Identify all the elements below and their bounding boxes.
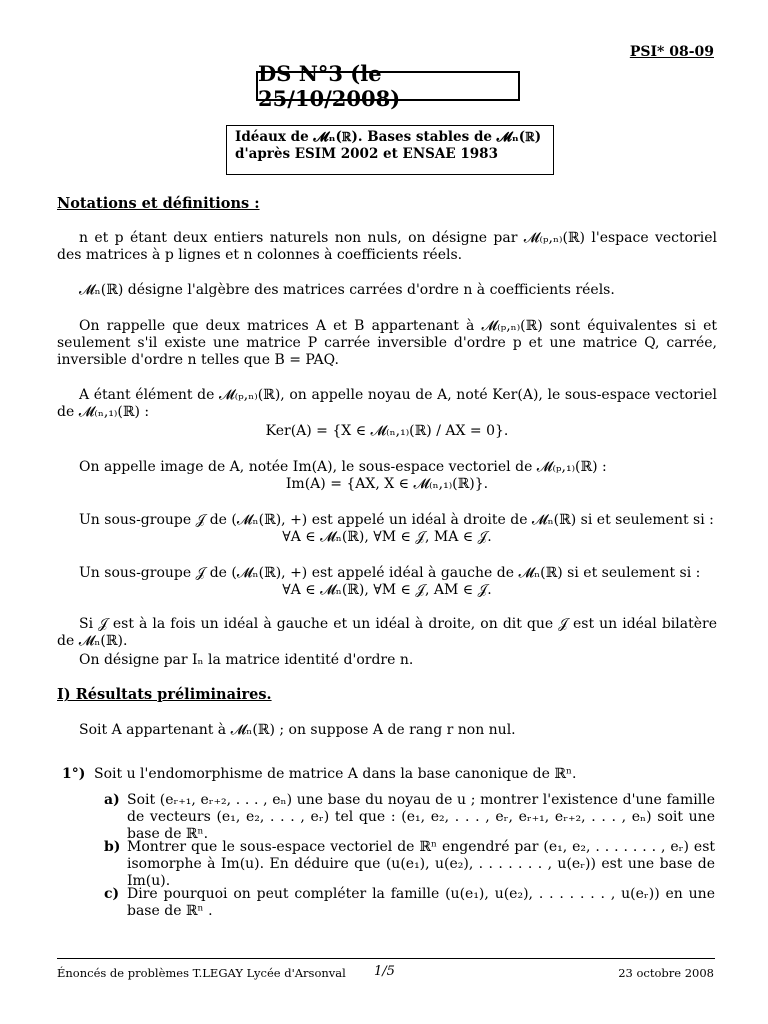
notation-paragraph-8: Si 𝒥 est à la fois un idéal à gauche et un idéal à droite, on dit que 𝒥 est un idéal bilatère de 𝓜ₙ(ℝ). [57, 616, 717, 650]
notation-paragraph-1: n et p étant deux entiers naturels non nuls, on désigne par 𝓜₍ₚ,ₙ₎(ℝ) l'espace vectoriel des matrices à p lignes et n colonnes à coefficients réels. [57, 230, 717, 264]
exam-title-text: DS N°3 (le 25/10/2008) [258, 61, 401, 111]
notation-paragraph-6: Un sous-groupe 𝒥 de (𝓜ₙ(ℝ), +) est appelé un idéal à droite de 𝓜ₙ(ℝ) si et seulement si : [79, 512, 714, 528]
notation-paragraph-3: On rappelle que deux matrices A et B appartenant à 𝓜₍ₚ,ₙ₎(ℝ) sont équivalentes si et seulement s'il existe une matrice P carrée inversible d'ordre p et une matrice Q, carrée, inversible d'ordre n telles que B = PAQ. [57, 318, 717, 369]
exam-title [256, 61, 520, 111]
notation-paragraph-9: On désigne par Iₙ la matrice identité d'ordre n. [79, 652, 414, 668]
question-1-number: 1°) [62, 766, 86, 782]
part1-heading: I) Résultats préliminaires. [57, 686, 272, 703]
course-header: PSI* 08-09 [629, 44, 714, 60]
page-number: 1/5 [374, 964, 395, 979]
formula-left-ideal: ∀A ∈ 𝓜ₙ(ℝ), ∀M ∈ 𝒥, AM ∈ 𝒥. [282, 582, 492, 598]
notation-paragraph-2: 𝓜ₙ(ℝ) désigne l'algèbre des matrices carrées d'ordre n à coefficients réels. [79, 282, 615, 298]
formula-right-ideal: ∀A ∈ 𝓜ₙ(ℝ), ∀M ∈ 𝒥, MA ∈ 𝒥. [282, 529, 492, 545]
subtitle-line-2: d'après ESIM 2002 et ENSAE 1983 [235, 145, 498, 162]
notation-paragraph-7: Un sous-groupe 𝒥 de (𝓜ₙ(ℝ), +) est appelé idéal à gauche de 𝓜ₙ(ℝ) si et seulement si : [79, 565, 701, 581]
subtitle-line-1: Idéaux de 𝓜ₙ(ℝ). Bases stables de 𝓜ₙ(ℝ) [235, 129, 542, 145]
question-1-text: Soit u l'endomorphisme de matrice A dans la base canonique de ℝⁿ. [94, 766, 577, 782]
notation-paragraph-5: On appelle image de A, notée Im(A), le sous-espace vectoriel de 𝓜₍ₚ,₁₎(ℝ) : [79, 459, 607, 475]
formula-im: Im(A) = {AX, X ∈ 𝓜₍ₙ,₁₎(ℝ)}. [285, 476, 489, 492]
question-1a-label: a) [104, 792, 120, 808]
question-1a-text: Soit (eᵣ₊₁, eᵣ₊₂, . . . , eₙ) une base du noyau de u ; montrer l'existence d'une famille de vecteurs (e₁, e₂, . . . , eᵣ) tel que : (e₁, e₂, . . . , eᵣ, eᵣ₊₁, eᵣ₊₂, . . . , eₙ) soit une base de ℝⁿ. [127, 792, 715, 843]
notations-heading: Notations et définitions : [57, 195, 260, 212]
notation-paragraph-4: A étant élément de 𝓜₍ₚ,ₙ₎(ℝ), on appelle noyau de A, noté Ker(A), le sous-espace vectoriel de 𝓜₍ₙ,₁₎(ℝ) : [57, 387, 717, 421]
footer-date: 23 octobre 2008 [618, 966, 714, 980]
subtitle-box [226, 125, 554, 175]
question-1c-label: c) [104, 886, 120, 902]
footer-left: Énoncés de problèmes T.LEGAY Lycée d'Arsonval [57, 966, 346, 980]
question-1c-text: Dire pourquoi on peut compléter la famille (u(e₁), u(e₂), . . . . . . . , u(eᵣ)) en une base de ℝⁿ . [127, 886, 715, 920]
part1-intro: Soit A appartenant à 𝓜ₙ(ℝ) ; on suppose A de rang r non nul. [79, 722, 516, 738]
footer-divider [57, 958, 715, 959]
question-1b-text: Montrer que le sous-espace vectoriel de ℝⁿ engendré par (e₁, e₂, . . . . . . . , eᵣ) est isomorphe à Im(u). En déduire que (u(e₁), u(e₂), . . . . . . . , u(eᵣ)) est une base de Im(u). [127, 839, 715, 890]
question-1b-label: b) [104, 839, 121, 855]
formula-ker: Ker(A) = {X ∈ 𝓜₍ₙ,₁₎(ℝ) / AX = 0}. [265, 423, 509, 439]
